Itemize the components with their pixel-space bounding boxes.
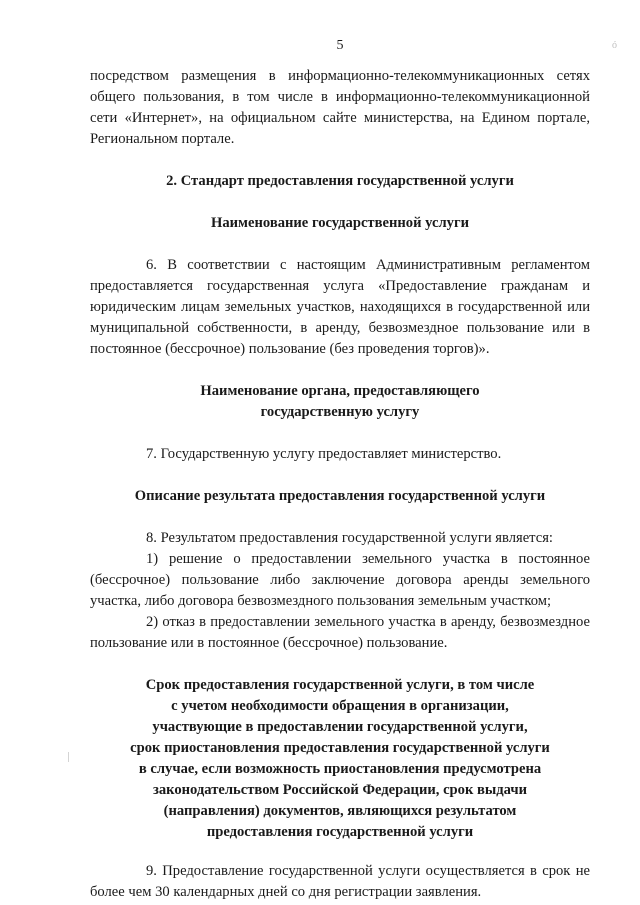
- subheading-term-line-5: в случае, если возможность приостановления предусмотрена: [138, 761, 542, 777]
- spacer: [90, 507, 590, 528]
- spacer: [90, 150, 590, 171]
- paragraph-7: 7. Государственную услугу предоставляет министерство.: [146, 446, 502, 462]
- subheading-authority-line-1: Наименование органа, предоставляющего: [200, 383, 480, 399]
- paragraph-9: 9. Предоставление государственной услуги осуществляется в срок не более чем 30 календарных дней со дня регистрации заявления.: [90, 863, 590, 900]
- subheading-term-line-1: Срок предоставления государственной услуги, в том числе: [145, 677, 535, 693]
- subheading-service-name: Наименование государственной услуги: [211, 215, 469, 231]
- subheading-term-line-6: законодательством Российской Федерации, срок выдачи: [152, 782, 528, 798]
- subheading-result: Описание результата предоставления государственной услуги: [134, 488, 546, 504]
- spacer: [90, 234, 590, 255]
- subheading-term-line-7: (направления) документов, являющихся результатом: [163, 803, 517, 819]
- spacer: [90, 192, 590, 213]
- spacer: [90, 465, 590, 486]
- subheading-term-line-4: срок приостановления предоставления государственной услуги: [130, 740, 550, 756]
- paragraph-8-item-2: 2) отказ в предоставлении земельного участка в аренду, безвозмездное пользование или в постоянное (бессрочное) пользование.: [90, 614, 590, 651]
- document-body: [90, 66, 590, 903]
- spacer: [90, 423, 590, 444]
- corner-mark: ó: [612, 40, 617, 51]
- paragraph-8-item-1: 1) решение о предоставлении земельного участка в постоянное (бессрочное) пользование либо заключение договора аренды земельного участка, либо договора безвозмездного пользования земельным участком;: [90, 551, 590, 609]
- page-number: 5: [336, 38, 344, 53]
- margin-tick: [68, 752, 69, 762]
- spacer: [90, 360, 590, 381]
- subheading-term-line-2: с учетом необходимости обращения в организации,: [171, 698, 509, 714]
- paragraph-6: 6. В соответствии с настоящим Административным регламентом предоставляется государственная услуга «Предоставление гражданам и юридическим лицам земельных участков, находящихся в государственной или муниципальной собственности, в аренду, безвозмездное пользование или в постоянное (бессрочное) пользование (без проведения торгов)».: [90, 257, 590, 357]
- subheading-term-line-8: предоставления государственной услуги: [206, 824, 474, 840]
- paragraph-intro: посредством размещения в информационно-телекоммуникационных сетях общего пользования, в том числе в информационно-телекоммуникационной сети «Интернет», на официальном сайте министерства, на Едином портале, Региональном портале.: [90, 68, 590, 147]
- spacer: [90, 654, 590, 675]
- subheading-authority-line-2: государственную услугу: [260, 404, 420, 420]
- section-heading: 2. Стандарт предоставления государственной услуги: [166, 173, 514, 189]
- paragraph-8: 8. Результатом предоставления государственной услуги является:: [146, 530, 553, 546]
- subheading-term-line-3: участвующие в предоставлении государственной услуги,: [152, 719, 528, 735]
- spacer: [90, 843, 590, 861]
